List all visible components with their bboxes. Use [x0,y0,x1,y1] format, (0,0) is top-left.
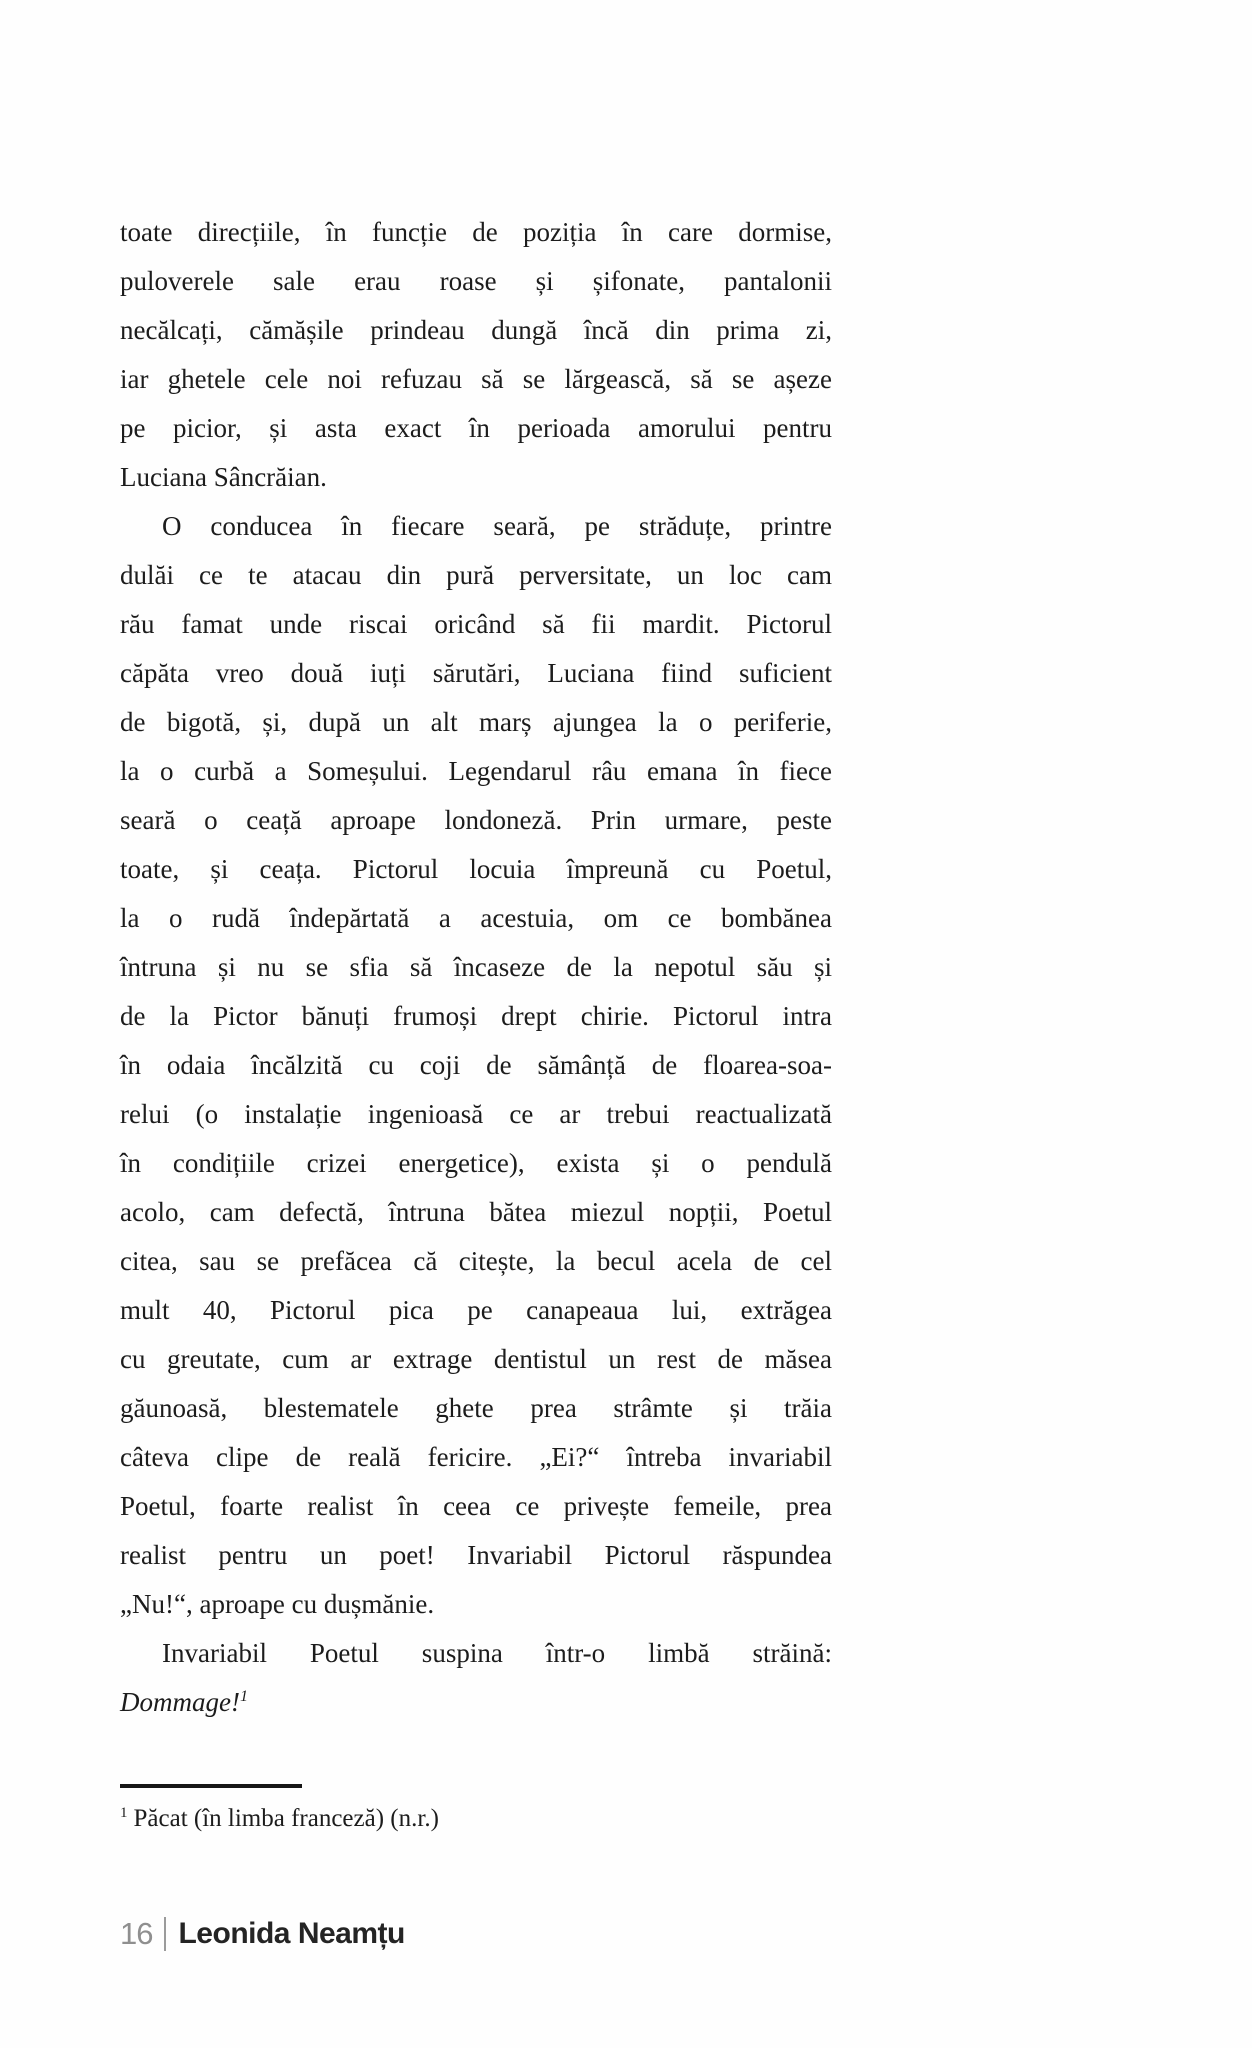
text-line: realist pentru un poet! Invariabil Pictorul răspundea [120,1540,832,1570]
text-line: acolo, cam defectă, întruna bătea miezul nopții, Poetul [120,1197,832,1227]
text-line: în condițiile crizei energetice), exista și o pendulă [120,1148,832,1178]
footnote-ref: 1 [239,1688,248,1705]
text-line: căpăta vreo două iuți sărutări, Luciana fiind suficient [120,658,832,688]
text-line: cu greutate, cum ar extrage dentistul un rest de măsea [120,1344,832,1374]
text-line: toate, și ceața. Pictorul locuia împreună cu Poetul, [120,854,832,884]
text-line: găunoasă, blestematele ghete prea strâmte și trăia [120,1393,832,1423]
text-line: la o curbă a Someșului. Legendarul râu emana în fiece [120,756,832,786]
text-line: „Nu!“, aproape cu dușmănie. [120,1589,435,1619]
text-line: dulăi ce te atacau din pură perversitate, un loc cam [120,560,832,590]
text-line: toate direcțiile, în funcție de poziția în care dormise, [120,217,832,247]
text-line: puloverele sale erau roase și șifonate, pantalonii [120,266,832,296]
text-line: mult 40, Pictorul pica pe canapeaua lui, extrăgea [120,1295,832,1325]
text-line: la o rudă îndepărtată a acestuia, om ce bombănea [120,903,832,933]
page-number: 16 [120,1916,153,1951]
text-line: necălcați, cămășile prindeau dungă încă din prima zi, [120,315,832,345]
footnote-rule [120,1784,302,1788]
text-line: relui (o instalație ingenioasă ce ar trebui reactualizată [120,1099,832,1129]
text-line: citea, sau se prefăcea că citește, la becul acela de cel [120,1246,832,1276]
text-line: Luciana Sâncrăian. [120,462,327,492]
paragraph-3 [120,1629,832,1678]
text-line: de bigotă, și, după un alt marș ajungea la o periferie, [120,707,832,737]
text-line: O conducea în fiecare seară, pe străduțe, printre [162,511,832,541]
text-line: rău famat unde riscai oricând să fii mardit. Pictorul [120,609,832,639]
text-line: în odaia încălzită cu coji de sămânță de floarea-soa- [120,1050,832,1080]
author-name: Leonida Neamțu [178,1917,405,1950]
text-line: de la Pictor bănuți frumoși drept chirie. Pictorul intra [120,1001,832,1031]
foreign-phrase [120,1678,832,1727]
text-line: Poetul, foarte realist în ceea ce privește femeile, prea [120,1491,832,1521]
footnote-marker: 1 [120,1804,128,1821]
footnote-text: Păcat (în limba franceză) (n.r.) [133,1805,439,1832]
paragraph-1 [120,208,832,502]
foreign-phrase-text: Dommage! [120,1687,240,1717]
page-footer [120,1916,405,1952]
text-line: întruna și nu se sfia să încaseze de la nepotul său și [120,952,832,982]
text-line: seară o ceață aproape londoneză. Prin urmare, peste [120,805,832,835]
text-line: Invariabil Poetul suspina într-o limbă străină: [162,1638,832,1668]
footer-divider [164,1917,166,1951]
paragraph-2 [120,502,832,1629]
text-line: iar ghetele cele noi refuzau să se lărgească, să se așeze [120,364,832,394]
text-line: câteva clipe de reală fericire. „Ei?“ întreba invariabil [120,1442,832,1472]
text-line: pe picior, și asta exact în perioada amorului pentru [120,413,832,443]
text-block [120,208,832,1727]
footnote [120,1802,832,1836]
